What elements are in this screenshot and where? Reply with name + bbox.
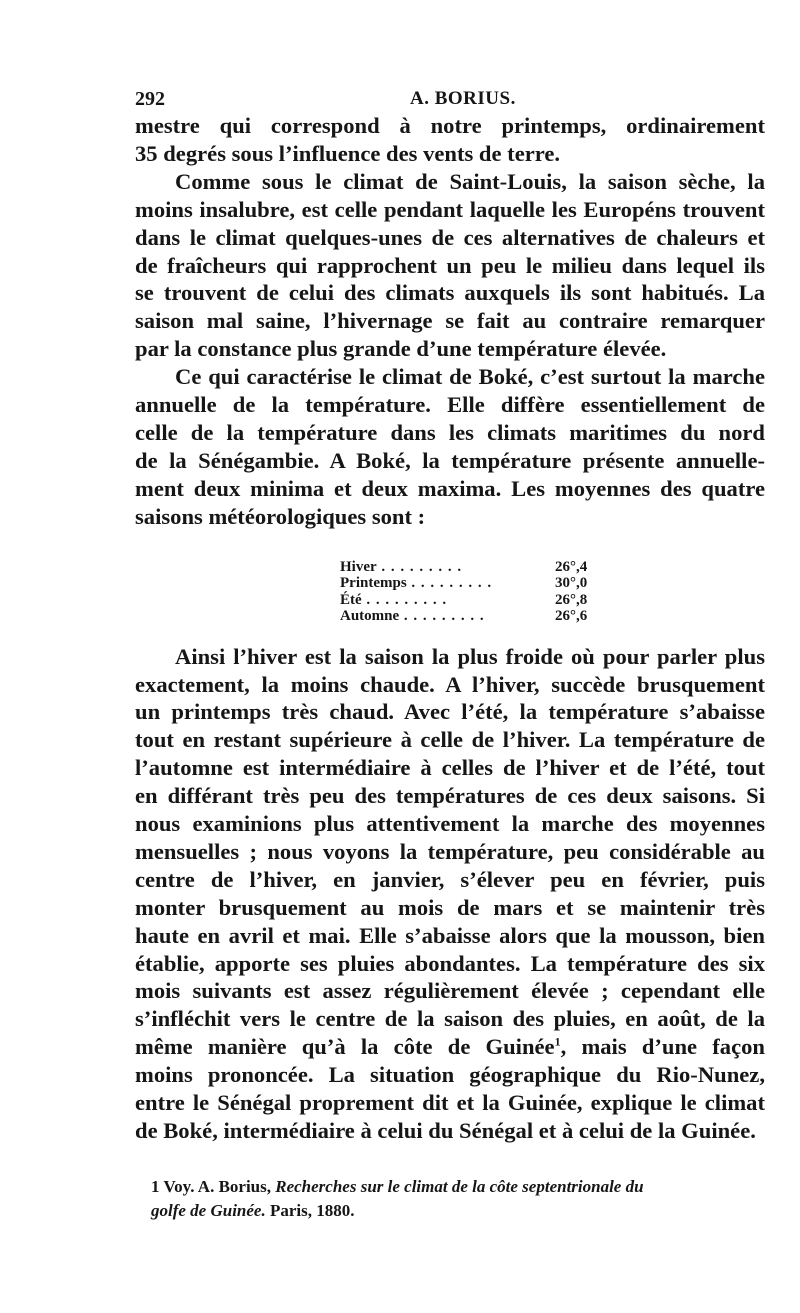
season-value: 26°,6 <box>555 608 588 625</box>
text-line: un printemps très chaud. Avec l’été, la température s’abaisse <box>135 699 765 725</box>
text-line: annuelle de la température. Elle diffère essentiellement de <box>135 392 765 418</box>
text-line: saison mal saine, l’hivernage se fait au contraire remarquer <box>135 308 765 334</box>
season-value: 26°,8 <box>555 591 588 608</box>
text-line: Comme sous le climat de Saint-Louis, la saison sèche, la <box>175 168 765 194</box>
text-line: de la Sénégambie. A Boké, la température présente annuelle- <box>135 447 765 473</box>
footnote-line <box>151 1175 765 1199</box>
footnote-title-part: Recherches sur le climat de la côte septentrionale du <box>275 1176 644 1196</box>
text-line: dans le climat quelques-unes de ces alternatives de chaleurs et <box>135 224 765 250</box>
text-line: s’infléchit vers le centre de la saison des pluies, en août, de la <box>135 1006 765 1032</box>
footnote <box>135 1175 765 1223</box>
text-line: mois suivants est assez régulièrement élevée ; cependant elle <box>135 978 765 1004</box>
page-header <box>135 70 765 112</box>
text-line: tout en restant supérieure à celle de l’hiver. La température de <box>135 727 765 753</box>
text-line: Ainsi l’hiver est la saison la plus froide où pour parler plus <box>175 643 765 669</box>
text-line: centre de l’hiver, en janvier, s’élever peu en février, puis <box>135 866 765 892</box>
text-fragment: même manière qu’à la côte de Guinée <box>135 1034 555 1060</box>
season-temperature-table <box>340 559 600 625</box>
text-line: entre le Sénégal proprement dit et la Guinée, explique le climat <box>135 1090 765 1116</box>
page-number: 292 <box>135 88 165 110</box>
text-line: de Boké, intermédiaire à celui du Sénégal et à celui de la Guinée. <box>135 1118 756 1143</box>
text-line: moins insalubre, est celle pendant laquelle les Européns trouvent <box>135 196 765 222</box>
footnote-reference[interactable]: 1 <box>554 1034 561 1049</box>
text-line: de fraîcheurs qui rapprochent un peu le milieu dans lequel ils <box>135 252 765 278</box>
footnote-prefix: Voy. A. Borius, <box>163 1176 271 1196</box>
paragraph-2 <box>135 168 765 363</box>
text-line: en différant très peu des températures de ces deux saisons. Si <box>135 783 765 809</box>
paragraph-4 <box>135 643 765 1145</box>
season-value: 26°,4 <box>555 558 588 575</box>
text-line: moins prononcée. La situation géographique du Rio-Nunez, <box>135 1062 765 1088</box>
text-line: exactement, la moins chaude. A l’hiver, succède brusquement <box>135 671 765 697</box>
text-line: 35 degrés sous l’influence des vents de terre. <box>135 140 561 166</box>
footnote-title-part: golfe de Guinée. <box>151 1200 266 1220</box>
season-label: Hiver . . . <box>340 559 462 576</box>
text-line: ment deux minima et deux maxima. Les moyennes des quatre <box>135 475 765 501</box>
text-line: établie, apporte ses pluies abondantes. La température des six <box>135 950 765 976</box>
text-line <box>135 1033 765 1061</box>
text-line: l’automne est intermédiaire à celles de l’hiver et de l’été, tout <box>135 755 765 781</box>
running-head: A. BORIUS. <box>410 88 516 109</box>
season-label: Printemps . . . <box>340 575 492 592</box>
season-value: 30°,0 <box>555 575 588 592</box>
text-line: Ce qui caractérise le climat de Boké, c’est surtout la marche <box>175 364 765 390</box>
footnote-suffix: Paris, 1880. <box>269 1200 355 1220</box>
text-line: saisons météorologiques sont : <box>135 503 426 529</box>
text-line: mensuelles ; nous voyons la température, peu considérable au <box>135 838 765 864</box>
paragraph-3 <box>135 363 765 530</box>
footnote-marker: 1 <box>151 1176 160 1196</box>
text-line: celle de la température dans les climats maritimes du nord <box>135 419 765 445</box>
season-label: Automne . . . <box>340 608 485 625</box>
text-line: se trouvent de celui des climats auxquels ils sont habitués. La <box>135 280 765 306</box>
table-row <box>340 592 600 609</box>
footnote-line <box>151 1199 765 1223</box>
table-row <box>340 575 600 592</box>
text-line: nous examinions plus attentivement la marche des moyennes <box>135 811 765 837</box>
text-line: mestre qui correspond à notre printemps, ordinairement <box>135 113 765 138</box>
book-page <box>135 70 765 1223</box>
season-label: Été . . . <box>340 592 447 609</box>
table-row <box>340 608 600 625</box>
paragraph-1 <box>135 112 765 168</box>
text-line: haute en avril et mai. Elle s’abaisse alors que la mousson, bien <box>135 922 765 948</box>
text-fragment: , mais d’une façon <box>560 1034 765 1060</box>
text-line: monter brusquement au mois de mars et se maintenir très <box>135 894 765 920</box>
table-row <box>340 559 600 576</box>
text-line: par la constance plus grande d’une température élevée. <box>135 336 667 362</box>
